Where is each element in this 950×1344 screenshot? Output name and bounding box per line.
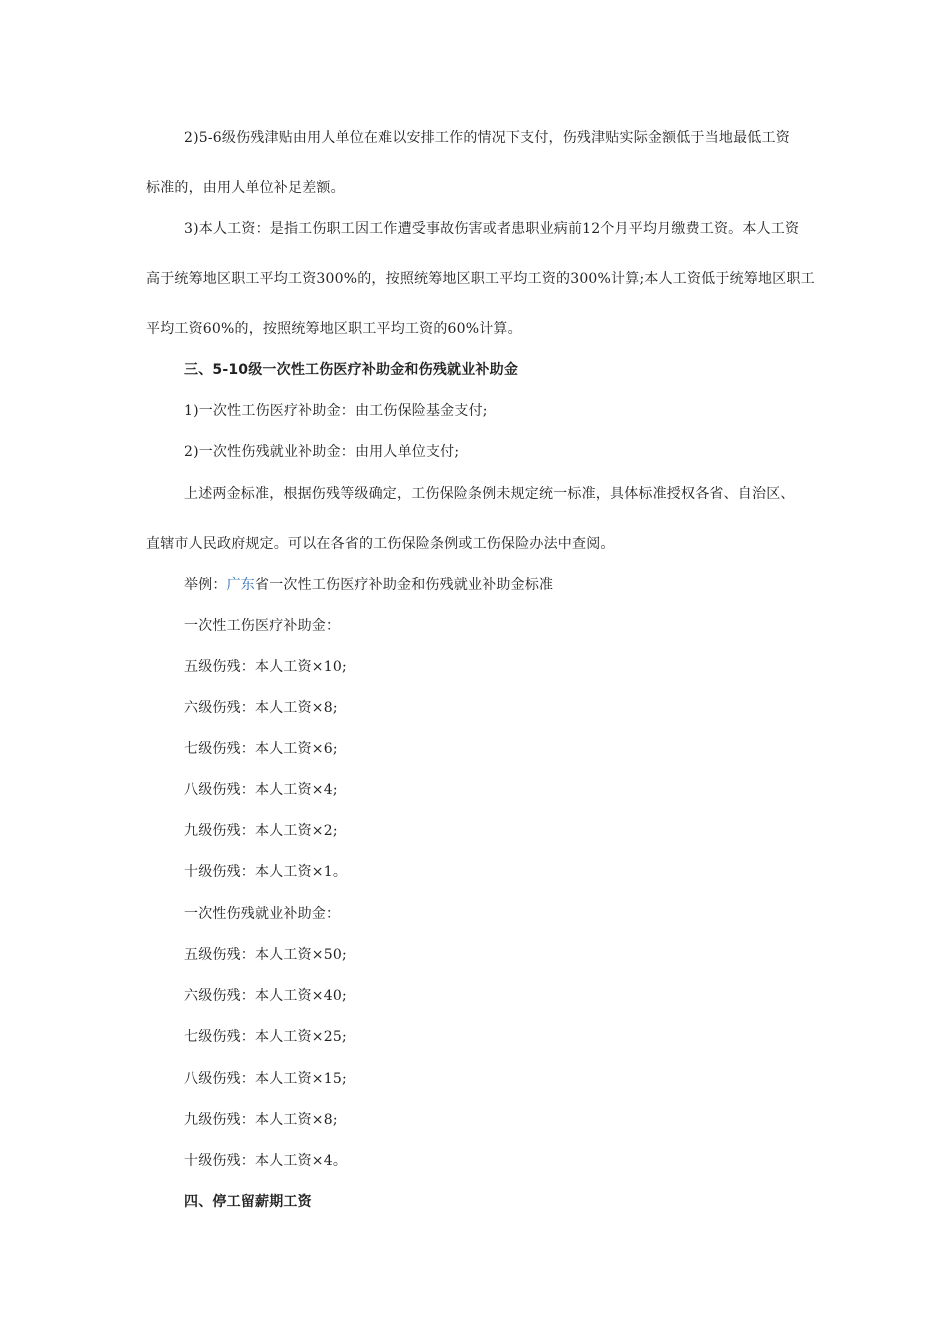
list-item: 八级伤残：本人工资×4; (184, 782, 338, 798)
list-item: 六级伤残：本人工资×40; (184, 988, 347, 1004)
list-item: 九级伤残：本人工资×2; (184, 823, 338, 839)
guangdong-link[interactable]: 广东 (226, 577, 256, 593)
list-item: 五级伤残：本人工资×10; (184, 659, 347, 675)
list-item: 七级伤残：本人工资×25; (184, 1029, 347, 1045)
list-item: 1)一次性工伤医疗补助金：由工伤保险基金支付; (184, 403, 488, 419)
list-item: 十级伤残：本人工资×4。 (184, 1153, 348, 1169)
example-line (184, 576, 553, 594)
paragraph-line: 2)5-6级伤残津贴由用人单位在难以安排工作的情况下支付，伤残津贴实际金额低于当地最低工资 (184, 130, 790, 146)
section-heading: 四、停工留薪期工资 (184, 1194, 312, 1210)
paragraph-line: 标准的，由用人单位补足差额。 (146, 180, 345, 196)
example-prefix: 举例： (184, 577, 227, 593)
list-item: 十级伤残：本人工资×1。 (184, 864, 348, 880)
paragraph-line: 高于统筹地区职工平均工资300%的，按照统筹地区职工平均工资的300%计算;本人工资低于统筹地区职工 (146, 271, 815, 287)
employment-subsidy-title: 一次性伤残就业补助金： (184, 906, 341, 922)
list-item: 七级伤残：本人工资×6; (184, 741, 338, 757)
list-item: 八级伤残：本人工资×15; (184, 1071, 347, 1087)
list-item: 九级伤残：本人工资×8; (184, 1112, 338, 1128)
paragraph-line: 上述两金标准，根据伤残等级确定，工伤保险条例未规定统一标准，具体标准授权各省、自治区、 (184, 486, 795, 502)
example-suffix: 省一次性工伤医疗补助金和伤残就业补助金标准 (255, 577, 554, 593)
paragraph-line: 平均工资60%的，按照统筹地区职工平均工资的60%计算。 (146, 321, 522, 337)
paragraph-line: 3)本人工资：是指工伤职工因工作遭受事故伤害或者患职业病前12个月平均月缴费工资。本人工资 (184, 221, 800, 237)
medical-subsidy-title: 一次性工伤医疗补助金： (184, 618, 341, 634)
section-heading: 三、5-10级一次性工伤医疗补助金和伤残就业补助金 (184, 362, 519, 378)
list-item: 五级伤残：本人工资×50; (184, 947, 347, 963)
paragraph-line: 直辖市人民政府规定。可以在各省的工伤保险条例或工伤保险办法中查阅。 (146, 536, 615, 552)
list-item: 2)一次性伤残就业补助金：由用人单位支付; (184, 444, 460, 460)
list-item: 六级伤残：本人工资×8; (184, 700, 338, 716)
